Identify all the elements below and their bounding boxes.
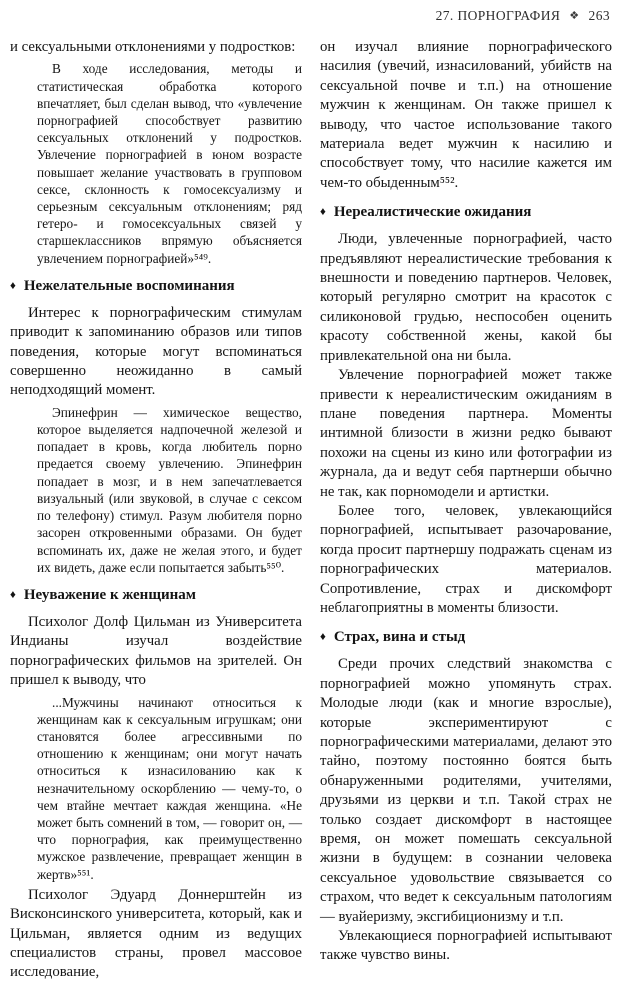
section-heading [320, 628, 612, 648]
paragraph: Психолог Долф Цильман из Университета Индианы изучал воздействие порнографических фильмов на зрителей. Он пришел к выводу, что [10, 613, 302, 689]
diamond-bullet-icon: ♦ [10, 588, 16, 601]
diamond-bullet-icon: ♦ [10, 279, 16, 292]
running-header [10, 8, 612, 24]
paragraph: он изучал влияние порнографического насилия (увечий, изнасилований, убийств на сексуальной почве и т.п.) на отношение мужчин к женщинам. Он также пришел к выводу, что частое использование такого материала ведет мужчин к насилию и способствует тому, что насилие кажется им чем-то обыденным⁵⁵². [320, 39, 612, 191]
section-heading-label: Неуважение к женщинам [23, 586, 196, 603]
left-column [10, 38, 302, 983]
diamond-bullet-icon: ♦ [320, 631, 326, 644]
chapter-title: 27. ПОРНОГРАФИЯ [435, 8, 561, 23]
section-heading-label: Нереалистические ожидания [333, 204, 532, 221]
paragraph: Интерес к порнографическим стимулам приводит к запоминанию образов или типов поведения, которые могут вспоминаться совершенно неожиданно в самый неподходящий момент. [10, 304, 302, 399]
paragraph: Увлекающиеся порнографией испытывают также чувство вины. [320, 928, 612, 964]
page-number: 263 [588, 8, 610, 23]
block-quote: Эпинефрин — химическое вещество, которое выделяется надпочечной железой и попадает в кровь, когда любитель порно предается своему увлечению. Эпинефрин попадает в мозг, и в нем запечатлевается визуальный (или звуковой, в случае с сексом по телефону) стимул. Разум любителя порно засорен откровенными образами. Он будет вспоминать их, даже не желая этого, и будет их видеть, даже если попытается забыть⁵⁵⁰. [37, 404, 302, 575]
paragraph: Люди, увлеченные порнографией, часто предъявляют нереалистические требования к внешности и поведению партнеров. Человек, который регулярно смотрит на красоток с силиконовой грудью, неспособен оценить красоту собственной жены, какой бы привлекательной она ни была. [320, 231, 612, 364]
paragraph: и сексуальными отклонениями у подростков: [10, 39, 296, 55]
section-heading-label: Страх, вина и стыд [333, 629, 466, 646]
paragraph: Более того, человек, увлекающийся порнографией, испытывает разочарование, когда просит партнершу подражать сценам из порнографических материалов. Сопротивление, страх и дискомфорт неблагоприятны в моменты близости. [320, 502, 612, 616]
section-heading [10, 586, 302, 606]
text-columns [10, 38, 612, 983]
section-heading [320, 203, 612, 223]
section-heading-label: Нежелательные воспоминания [23, 277, 235, 294]
block-quote: ...Мужчины начинают относиться к женщинам как к сексуальным игрушкам; они становятся более агрессивными по отношению к женщинам; они могут начать относиться к изнасилованию как к незначительному оскорблению — чему-то, о чем втайне мечтает каждая женщина. «Не может быть сомнений в том, — говорит он, — что порнография, как преимущественно мужское развлечение, превращает женщин в жертв»⁵⁵¹. [37, 694, 302, 882]
block-quote: В ходе исследования, методы и статистическая обработка которого впечатляет, был сделан вывод, что «увлечение порнографией способствует развитию сексуальных отклонений у подростков. Увлечение порнографией в юном возрасте повышает желание участвовать в групповом сексе, склонность к гомосексуализму и серьезным сексуальным отклонениям; ряд гетеро- и гомосексуальных связей у старшеклассников впрямую объясняется увлечением порнографией»⁵⁴⁹. [37, 61, 302, 266]
paragraph: Психолог Эдуард Доннерштейн из Висконсинского университета, который, как и Цильман, является одним из ведущих специалистов страны, провел массовое исследование, [10, 886, 302, 981]
diamond-bullet-icon: ♦ [320, 206, 326, 219]
paragraph: Увлечение порнографией может также привести к нереалистическим ожиданиям в плане поведения партнера. Моменты интимной близости в жизни редко бывают похожи на сцены из кино или фотографии из журнала, да и ведут себя партнерши обычно не так, как порномодели и артистки. [320, 367, 612, 500]
ornament-icon: ❖ [569, 10, 580, 22]
section-heading [10, 277, 302, 297]
right-column [320, 38, 612, 983]
paragraph: Среди прочих следствий знакомства с порнографией можно упомянуть страх. Молодые люди (как и многие взрослые), которые экспериментируют с порнографическими материалами, делают это тайно, поэтому постоянно боятся быть обнаруженными родителями, учителями, друзьями из церкви и т.п. Такой страх не только создает дискомфорт в настоящее время, он может помешать сексуальной жизни в будущем: в сознании человека сексуальное удовольствие связывается со страхом, что ведет к сексуальным патологиям — вуайеризму, эксгибиционизму и т.п. [320, 656, 612, 925]
